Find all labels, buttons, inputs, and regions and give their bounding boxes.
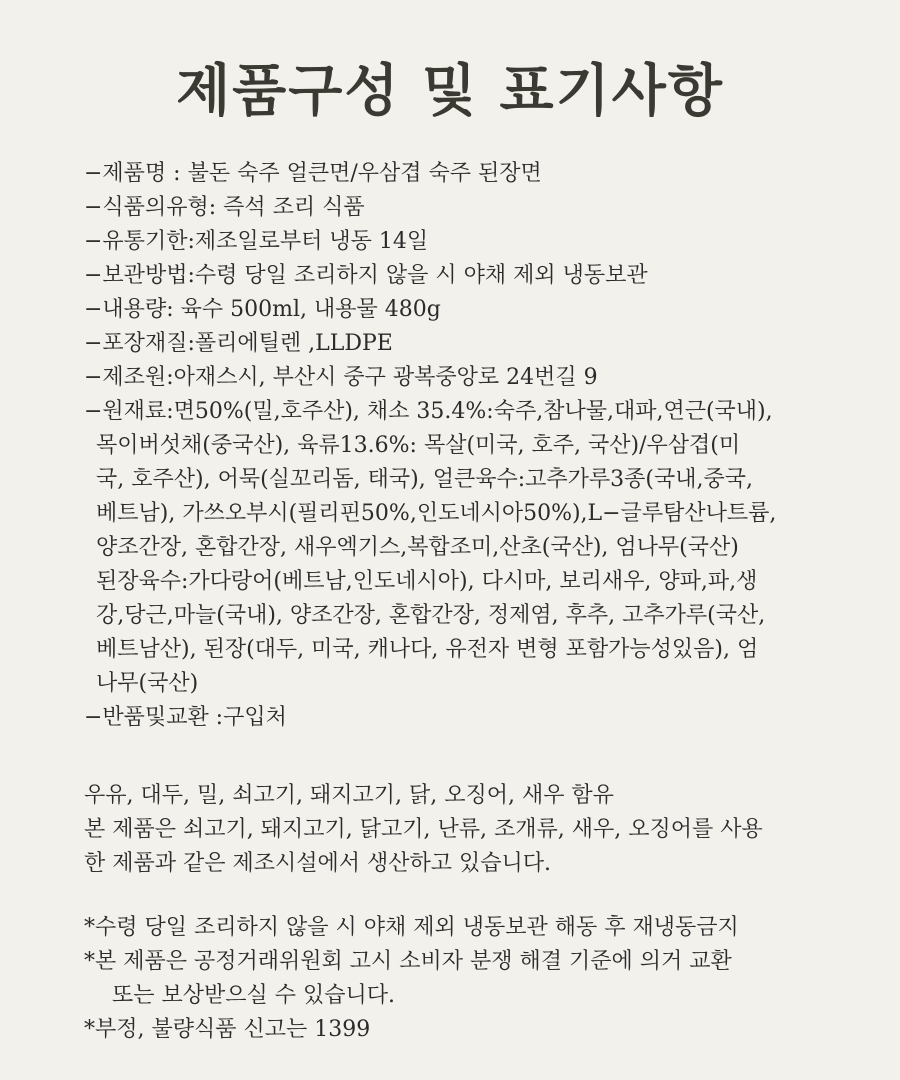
- note-line: 또는 보상받으실 수 있습니다.: [112, 983, 395, 1008]
- product-spec-list: [84, 157, 844, 735]
- spec-ingredients-line: 강,당근,마늘(국내), 양조간장, 혼합간장, 정제염, 후추, 고추가루(국산,: [96, 603, 766, 628]
- allergy-line: 우유, 대두, 밀, 쇠고기, 돼지고기, 닭, 오징어, 새우 함유: [84, 783, 614, 808]
- caution-notes: [84, 911, 844, 1047]
- spec-content-amount: −내용량: 육수 500ml, 내용물 480g: [84, 297, 441, 322]
- spec-ingredients-line: −원재료:면50%(밀,호주산), 채소 35.4%:숙주,참나물,대파,연근(국내),: [84, 399, 773, 424]
- note-line: *수령 당일 조리하지 않을 시 야채 제외 냉동보관 해동 후 재냉동금지: [84, 915, 739, 940]
- spec-manufacturer: −제조원:아재스시, 부산시 중구 광복중앙로 24번길 9: [84, 365, 598, 390]
- spec-ingredients-line: 국, 호주산), 어묵(실꼬리돔, 태국), 얼큰육수:고추가루3종(국내,중국,: [96, 467, 753, 492]
- spec-expiry: −유통기한:제조일로부터 냉동 14일: [84, 229, 429, 254]
- allergy-line: 본 제품은 쇠고기, 돼지고기, 닭고기, 난류, 조개류, 새우, 오징어를 사용: [84, 817, 763, 842]
- spec-ingredients-line: 나무(국산): [96, 671, 199, 696]
- allergy-notice: [84, 779, 844, 881]
- spec-ingredients-line: 목이버섯채(중국산), 육류13.6%: 목살(미국, 호주, 국산)/우삼겹(미: [96, 433, 741, 458]
- allergy-line: 한 제품과 같은 제조시설에서 생산하고 있습니다.: [84, 851, 552, 876]
- page-title: 제품구성 및 표기사항: [176, 59, 724, 124]
- spec-food-type: −식품의유형: 즉석 조리 식품: [84, 195, 365, 220]
- spec-return-exchange: −반품및교환 :구입처: [84, 705, 287, 730]
- spec-product-name: −제품명 : 불돈 숙주 얼큰면/우삼겹 숙주 된장면: [84, 161, 542, 186]
- spec-ingredients-line: 양조간장, 혼합간장, 새우엑기스,복합조미,산초(국산), 엄나무(국산): [96, 535, 739, 560]
- spec-ingredients-line: 베트남), 가쓰오부시(필리핀50%,인도네시아50%),L−글루탐산나트륨,: [96, 501, 777, 526]
- note-line: *부정, 불량식품 신고는 1399: [84, 1017, 371, 1042]
- note-line: *본 제품은 공정거래위원회 고시 소비자 분쟁 해결 기준에 의거 교환: [84, 949, 732, 974]
- spec-ingredients-line: 베트남산), 된장(대두, 미국, 캐나다, 유전자 변형 포함가능성있음), 엄: [96, 637, 759, 662]
- spec-ingredients-line: 된장육수:가다랑어(베트남,인도네시아), 다시마, 보리새우, 양파,파,생: [96, 569, 758, 594]
- spec-storage: −보관방법:수령 당일 조리하지 않을 시 야채 제외 냉동보관: [84, 263, 648, 288]
- spec-packaging: −포장재질:폴리에틸렌 ,LLDPE: [84, 331, 393, 356]
